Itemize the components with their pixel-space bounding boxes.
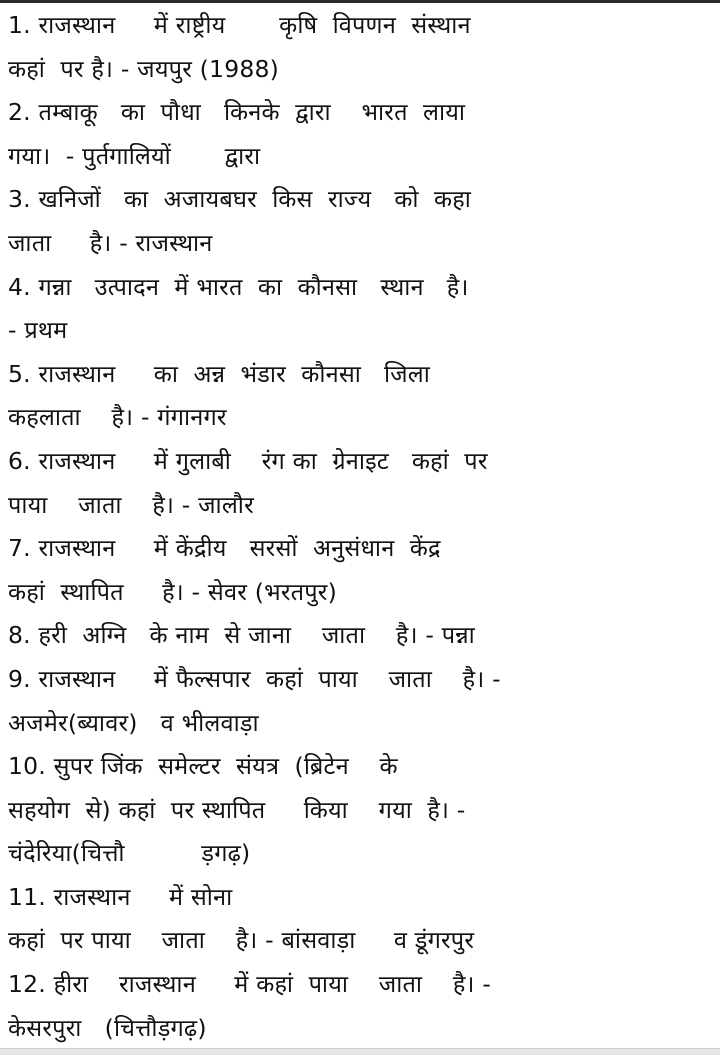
text-line: 12. हीरा राजस्थान में कहां पाया जाता है। -	[8, 970, 492, 999]
text-line: 4. गन्ना उत्पादन में भारत का कौनसा स्थान है।	[8, 272, 469, 301]
text-line: केसरपुरा (चित्तौड़गढ़)	[8, 1013, 207, 1042]
text-line: कहां पर पाया जाता है। - बांसवाड़ा व डूंगरपुर	[8, 926, 475, 955]
text-line: 3. खनिजों का अजायबघर किस राज्य को कहा	[8, 185, 472, 214]
text-line: चंदेरिया(चित्तौ ड़गढ़)	[8, 839, 251, 868]
text-line: 1. राजस्थान में राष्ट्रीय कृषि विपणन संस्थान	[8, 11, 471, 39]
text-line: 10. सुपर जिंक समेल्टर संयत्र (ब्रिटेन के	[8, 752, 398, 781]
text-line: 5. राजस्थान का अन्न भंडार कौनसा जिला	[8, 359, 430, 388]
document-body	[8, 4, 712, 1050]
text-line: कहलाता है। - गंगानगर	[8, 403, 227, 432]
bottom-border	[0, 1048, 720, 1055]
text-line: अजमेर(ब्यावर) व भीलवाड़ा	[8, 708, 259, 737]
text-line: 7. राजस्थान में केंद्रीय सरसों अनुसंधान केंद्र	[8, 534, 441, 563]
text-line: गया। - पुर्तगालियों द्वारा	[8, 141, 261, 170]
top-border	[0, 0, 720, 3]
text-line: सहयोग से) कहां पर स्थापित किया गया है। -	[8, 795, 466, 824]
text-line: 2. तम्बाकू का पौधा किनके द्वारा भारत लाया	[8, 98, 466, 127]
text-line: 6. राजस्थान में गुलाबी रंग का ग्रेनाइट कहां पर	[8, 446, 488, 475]
text-line: 11. राजस्थान में सोना	[8, 882, 233, 911]
text-line: कहां स्थापित है। - सेवर (भरतपुर)	[8, 577, 337, 606]
text-line: 8. हरी अग्नि के नाम से जाना जाता है। - पन्ना	[8, 621, 475, 650]
text-line: 9. राजस्थान में फैल्सपार कहां पाया जाता है। -	[8, 664, 501, 693]
text-line: पाया जाता है। - जालौर	[8, 490, 254, 519]
text-line: जाता है। - राजस्थान	[8, 228, 213, 257]
text-line: कहां पर है। - जयपुर (1988)	[8, 54, 280, 83]
text-line: - प्रथम	[8, 316, 68, 345]
